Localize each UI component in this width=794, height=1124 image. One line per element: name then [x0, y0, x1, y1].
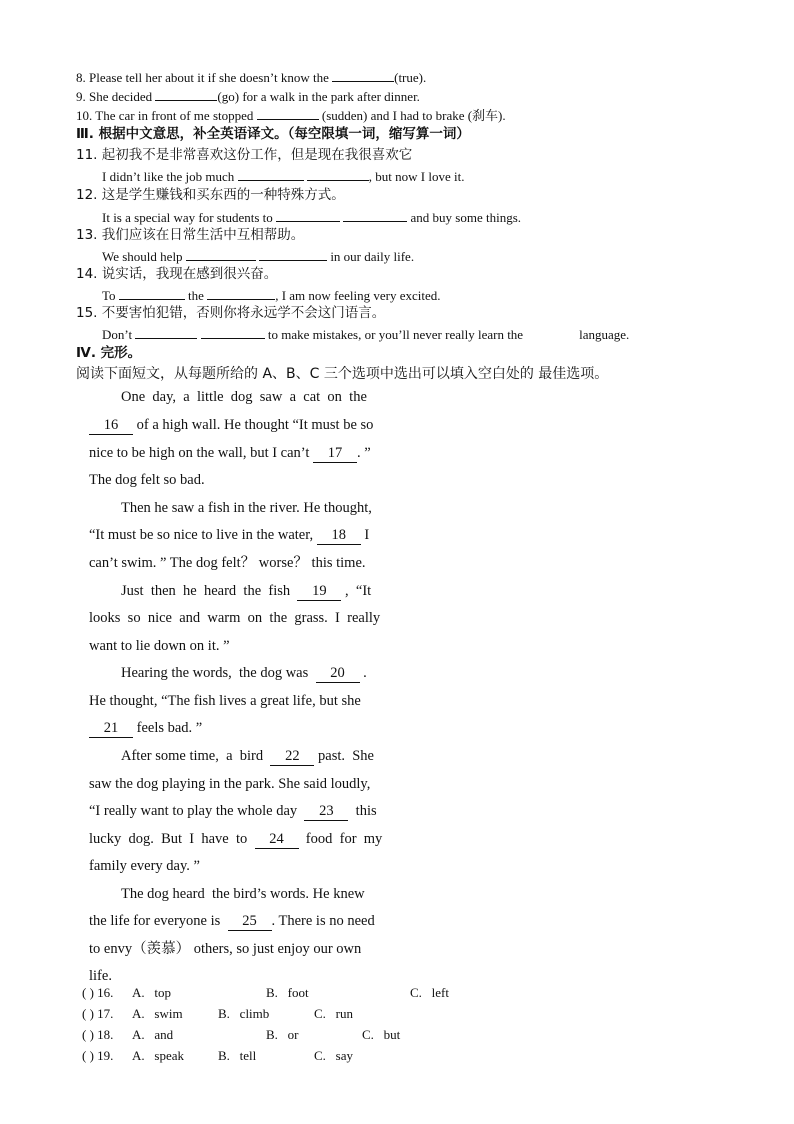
option-c[interactable]: C. say [314, 1048, 353, 1063]
question-12-english [102, 209, 521, 226]
passage-line [89, 525, 369, 545]
question-9-text-a: 9. She decided [76, 89, 156, 104]
passage-text: . There is no need [271, 913, 375, 929]
blank-16[interactable]: 16 [89, 416, 133, 435]
passage-text: . ” [357, 445, 371, 461]
passage-line: Then he saw a fish in the river. He thought, [121, 500, 372, 516]
question-15-english [102, 326, 629, 343]
passage-text: I [360, 527, 370, 543]
answer-blank[interactable] [201, 326, 265, 339]
passage-line: looks so nice and warm on the grass. I really [89, 610, 381, 626]
answer-blank[interactable] [257, 107, 319, 120]
passage-line: family every day. ” [89, 858, 200, 874]
option-number: 16. [97, 985, 114, 1000]
question-9-text-b: (go) for a walk in the park after dinner. [217, 89, 420, 104]
section-3-heading: Ⅲ. 根据中文意思，补全英语译文。（每空限填一词，缩写算一词） [76, 126, 470, 142]
passage-line: can’t swim. ” The dog felt？ worse？ this time. [89, 555, 366, 571]
option-b[interactable]: B. foot [266, 985, 309, 1000]
option-a[interactable]: A. speak [132, 1048, 184, 1063]
question-11-text-a: I didn’t like the job much [102, 169, 238, 184]
question-12-chinese: 12. 这是学生赚钱和买东西的一种特殊方式。 [76, 187, 345, 203]
question-9 [76, 88, 420, 105]
blank-22[interactable]: 22 [270, 747, 314, 766]
passage-line: saw the dog playing in the park. She said loudly, [89, 776, 371, 792]
passage-line: The dog felt so bad. [89, 472, 205, 488]
answer-blank[interactable] [207, 287, 275, 300]
passage-text: Just then he heard the fish [121, 583, 298, 599]
question-10-text-a: 10. The car in front of me stopped [76, 108, 257, 123]
section-4-instruction: 阅读下面短文，从每题所给的 A、B、C 三个选项中选出可以填入空白处的 最佳选项。 [76, 366, 609, 382]
passage-line [89, 911, 375, 931]
question-8 [76, 69, 426, 86]
question-13-chinese: 13. 我们应该在日常生活中互相帮助。 [76, 227, 305, 243]
passage-text: . [359, 665, 367, 681]
blank-17[interactable]: 17 [313, 444, 357, 463]
passage-line: want to lie down on it. ” [89, 638, 230, 654]
answer-blank[interactable] [343, 209, 407, 222]
option-number: 17. [97, 1006, 114, 1021]
option-c[interactable]: C. run [314, 1006, 353, 1021]
passage-line [121, 746, 374, 766]
passage-text: One day, a little dog saw a cat on the [121, 389, 367, 405]
answer-blank[interactable] [259, 248, 327, 261]
answer-paren[interactable]: ( ) [82, 1048, 94, 1063]
passage-line: He thought, “The fish lives a great life, but she [89, 693, 361, 709]
passage-line: to envy（羡慕） others, so just enjoy our own [89, 941, 362, 957]
question-15-text-c: language. [579, 327, 630, 342]
passage-text: the life for everyone is [89, 913, 228, 929]
option-a[interactable]: A. swim [132, 1006, 183, 1021]
option-c[interactable]: C. left [410, 985, 449, 1000]
answer-paren[interactable]: ( ) [82, 985, 94, 1000]
blank-25[interactable]: 25 [228, 912, 272, 931]
blank-24[interactable]: 24 [255, 830, 299, 849]
answer-paren[interactable]: ( ) [82, 1027, 94, 1042]
question-11-chinese: 11. 起初我不是非常喜欢这份工作，但是现在我很喜欢它 [76, 147, 413, 163]
option-row-17 [82, 1006, 353, 1022]
passage-text: feels bad. ” [133, 720, 203, 736]
passage-text: lucky dog. But I have to [89, 831, 255, 847]
passage-line [121, 663, 367, 683]
passage-text: nice to be high on the wall, but I can’t [89, 445, 314, 461]
option-b[interactable]: B. tell [218, 1048, 257, 1063]
passage-line [121, 581, 371, 601]
answer-blank[interactable] [135, 326, 197, 339]
passage-text: this [348, 803, 377, 819]
question-15-text-a: Don’t [102, 327, 136, 342]
answer-blank[interactable] [332, 69, 394, 82]
answer-blank[interactable] [186, 248, 256, 261]
passage-text: Hearing the words, the dog was [121, 665, 316, 681]
passage-line [89, 829, 382, 849]
question-10 [76, 107, 506, 124]
question-8-text-a: 8. Please tell her about it if she doesn’t know the [76, 70, 333, 85]
blank-20[interactable]: 20 [316, 664, 360, 683]
option-b[interactable]: B. or [266, 1027, 299, 1042]
passage-text: food for my [298, 831, 383, 847]
passage-text: past. She [314, 748, 374, 764]
question-13-english [102, 248, 414, 265]
question-11-english [102, 168, 464, 185]
blank-21[interactable]: 21 [89, 719, 133, 738]
answer-blank[interactable] [276, 209, 340, 222]
question-8-text-b: (true). [394, 70, 427, 85]
answer-paren[interactable]: ( ) [82, 1006, 94, 1021]
question-13-text-a: We should help [102, 249, 186, 264]
question-14-text-mid: the [184, 288, 208, 303]
option-row-18 [82, 1027, 401, 1043]
option-b[interactable]: B. climb [218, 1006, 270, 1021]
passage-line [89, 801, 377, 821]
question-11-text-b: , but now I love it. [368, 169, 465, 184]
passage-line [89, 718, 202, 738]
question-12-text-a: It is a special way for students to [102, 210, 277, 225]
question-15-text-b: to make mistakes, or you’ll never really learn the [264, 327, 524, 342]
blank-19[interactable]: 19 [297, 582, 341, 601]
passage-line: The dog heard the bird’s words. He knew [121, 886, 365, 902]
passage-text: After some time, a bird [121, 748, 271, 764]
option-number: 18. [97, 1027, 114, 1042]
passage-text: of a high wall. He thought “It must be so [133, 417, 374, 433]
section-4-heading: Ⅳ. 完形。 [76, 345, 142, 361]
passage-line: life. [89, 968, 112, 984]
passage-line [89, 415, 373, 435]
option-c[interactable]: C. but [362, 1027, 401, 1042]
blank-18[interactable]: 18 [317, 526, 361, 545]
option-row-16 [82, 985, 449, 1001]
question-12-text-b: and buy some things. [407, 210, 522, 225]
passage-text: “It must be so nice to live in the water, [89, 527, 317, 543]
passage-line [89, 443, 371, 463]
question-14-chinese: 14. 说实话，我现在感到很兴奋。 [76, 266, 278, 282]
question-14-english [102, 287, 441, 304]
answer-blank[interactable] [307, 168, 369, 181]
question-10-text-b: (sudden) and I had to brake (刹车). [318, 108, 506, 123]
passage-text: , “It [341, 583, 372, 599]
answer-blank[interactable] [155, 88, 217, 101]
question-13-text-b: in our daily life. [327, 249, 415, 264]
question-15-chinese: 15. 不要害怕犯错，否则你将永远学不会这门语言。 [76, 305, 386, 321]
question-14-text-b: , I am now feeling very excited. [275, 288, 441, 303]
question-14-text-a: To [102, 288, 119, 303]
option-a[interactable]: A. top [132, 985, 171, 1000]
passage-text: “I really want to play the whole day [89, 803, 305, 819]
answer-blank[interactable] [119, 287, 185, 300]
option-number: 19. [97, 1048, 114, 1063]
option-row-19 [82, 1048, 353, 1064]
passage-line [121, 387, 415, 407]
option-a[interactable]: A. and [132, 1027, 174, 1042]
blank-23[interactable]: 23 [304, 802, 348, 821]
answer-blank[interactable] [238, 168, 304, 181]
